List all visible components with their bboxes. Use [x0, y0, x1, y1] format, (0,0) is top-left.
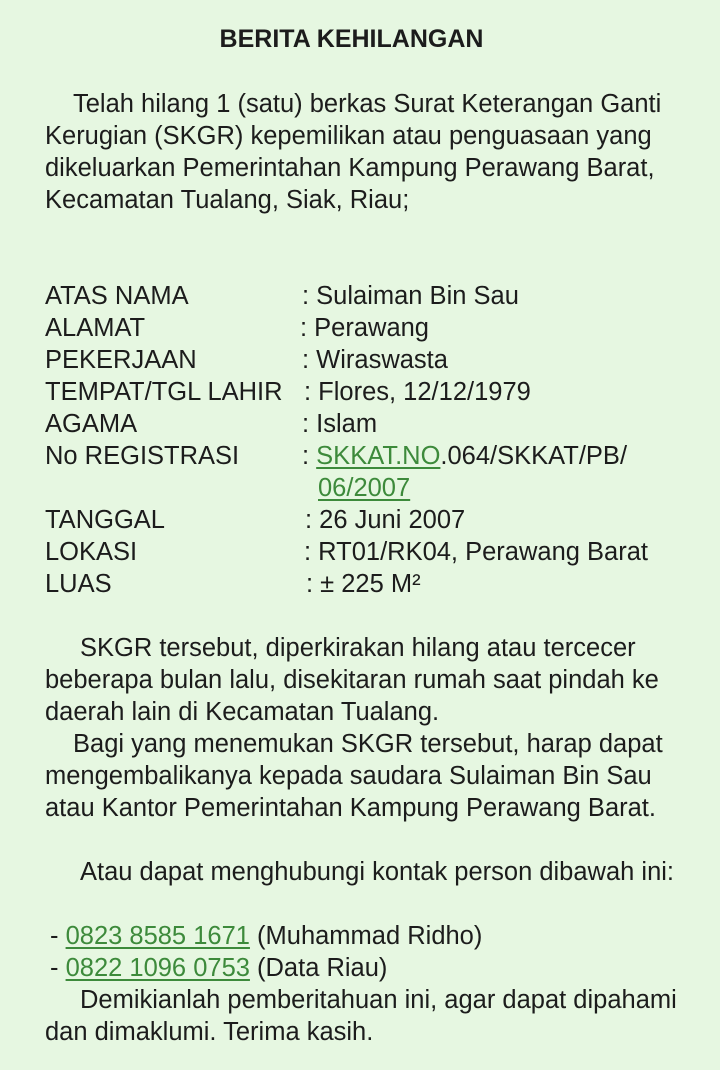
intro-paragraph: Telah hilang 1 (satu) berkas Surat Keterangan Ganti Kerugian (SKGR) kepemilikan atau penguasaan yang dikeluarkan Pemerintahan Kampung Perawang Barat, Kecamatan Tualang, Siak, Riau;: [45, 90, 662, 214]
detail-label: LUAS: [45, 570, 112, 598]
detail-label: TANGGAL: [45, 506, 165, 534]
detail-label: PEKERJAAN: [45, 346, 197, 374]
detail-label: TEMPAT/TGL LAHIR: [45, 378, 283, 406]
closing-paragraph: Demikianlah pemberitahuan ini, agar dapat dipahami dan dimaklumi. Terima kasih.: [45, 986, 677, 1046]
detail-value: : Islam: [302, 410, 378, 438]
detail-value: : Perawang: [300, 314, 429, 342]
paragraph-contact: Atau dapat menghubungi kontak person dibawah ini:: [80, 858, 675, 886]
registration-middle: .064/SKKAT/PB/: [440, 442, 628, 470]
contact-name: (Muhammad Ridho): [249, 922, 483, 950]
detail-value: : ± 225 M²: [306, 570, 421, 598]
contact-name: (Data Riau): [249, 954, 388, 982]
detail-label: No REGISTRASI: [45, 442, 240, 470]
detail-value: : Flores, 12/12/1979: [304, 378, 531, 406]
detail-value: : Wiraswasta: [302, 346, 448, 374]
detail-label: LOKASI: [45, 538, 138, 566]
paragraph-lost: SKGR tersebut, diperkirakan hilang atau tercecer beberapa bulan lalu, disekitaran rumah saat pindah ke daerah lain di Kecamatan Tualang.: [45, 634, 659, 726]
detail-label: ATAS NAMA: [45, 282, 189, 310]
phone-link[interactable]: 0823 8585 1671: [65, 922, 250, 950]
phone-link[interactable]: 0822 1096 0753: [65, 954, 250, 982]
detail-value: : Sulaiman Bin Sau: [302, 282, 519, 310]
contact-dash: -: [50, 954, 66, 982]
detail-label: AGAMA: [45, 410, 138, 438]
detail-value: : RT01/RK04, Perawang Barat: [304, 538, 648, 566]
page-title: BERITA KEHILANGAN: [219, 25, 484, 53]
contact-dash: -: [50, 922, 66, 950]
registration-link-2[interactable]: 06/2007: [318, 474, 411, 502]
registration-link-1[interactable]: SKKAT.NO: [316, 442, 441, 470]
contact-item: [50, 952, 387, 984]
detail-colon: :: [302, 442, 317, 470]
detail-value: : 26 Juni 2007: [305, 506, 466, 534]
detail-value: [302, 440, 627, 472]
contact-item: [50, 920, 482, 952]
detail-label: ALAMAT: [45, 314, 146, 342]
paragraph-return: Bagi yang menemukan SKGR tersebut, harap dapat mengembalikanya kepada saudara Sulaiman Bin Sau atau Kantor Pemerintahan Kampung Perawang Barat.: [45, 730, 663, 822]
